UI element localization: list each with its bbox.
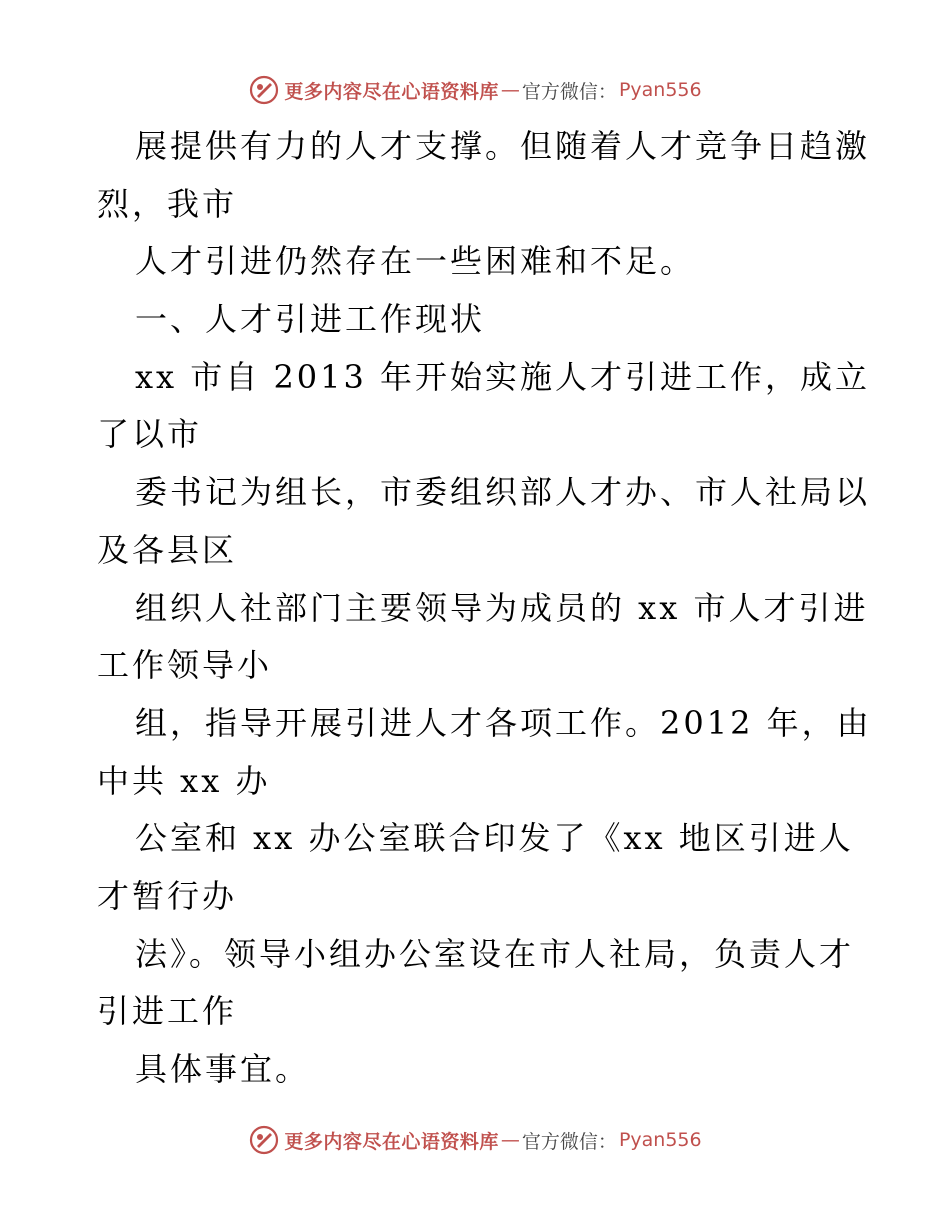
footer-wechat-id: Pyan556 [618, 1129, 702, 1151]
text-line: 工作领导小 [97, 646, 273, 685]
text-line: 法》。领导小组办公室设在市人社局，负责人才 [135, 934, 855, 973]
text-line: 展提供有力的人才支撑。但随着人才竞争日趋激 [135, 127, 871, 165]
header-title: 更多内容尽在心语资料库 [284, 80, 499, 103]
brand-logo-icon [248, 74, 280, 106]
text-line: 公室和 xx 办公室联合印发了《xx 地区引进人 [135, 819, 854, 858]
header-wechat-id: Pyan556 [618, 79, 702, 101]
footer-wechat-label: 官方微信： [521, 1130, 617, 1153]
brand-logo-icon [248, 1124, 280, 1156]
text-line: 引进工作 [97, 992, 238, 1031]
text-line: 具体事宜。 [135, 1050, 311, 1088]
text-line: xx 市自 2013 年开始实施人才引进工作，成立 [135, 357, 871, 396]
section-heading: 一、人才引进工作现状 [135, 300, 486, 339]
footer-dash: — [500, 1129, 520, 1151]
text-line: 组，指导开展引进人才各项工作。2012 年，由 [135, 703, 872, 742]
text-line: 及各县区 [97, 530, 238, 569]
text-line: 组织人社部门主要领导为成员的 xx 市人才引进 [135, 588, 869, 627]
header-dash: — [500, 79, 520, 101]
text-line: 人才引进仍然存在一些困难和不足。 [135, 242, 696, 281]
text-line: 才暂行办 [97, 876, 238, 915]
text-line: 中共 xx 办 [97, 761, 271, 800]
document-body [97, 118, 872, 1099]
footer-title: 更多内容尽在心语资料库 [284, 1130, 499, 1153]
header-banner [0, 70, 950, 110]
text-line: 烈，我市 [97, 184, 238, 223]
header-wechat-label: 官方微信： [521, 80, 617, 103]
text-line: 委书记为组长，市委组织部人才办、市人社局以 [135, 473, 871, 512]
text-line: 了以市 [97, 415, 203, 454]
footer-banner [0, 1120, 950, 1160]
